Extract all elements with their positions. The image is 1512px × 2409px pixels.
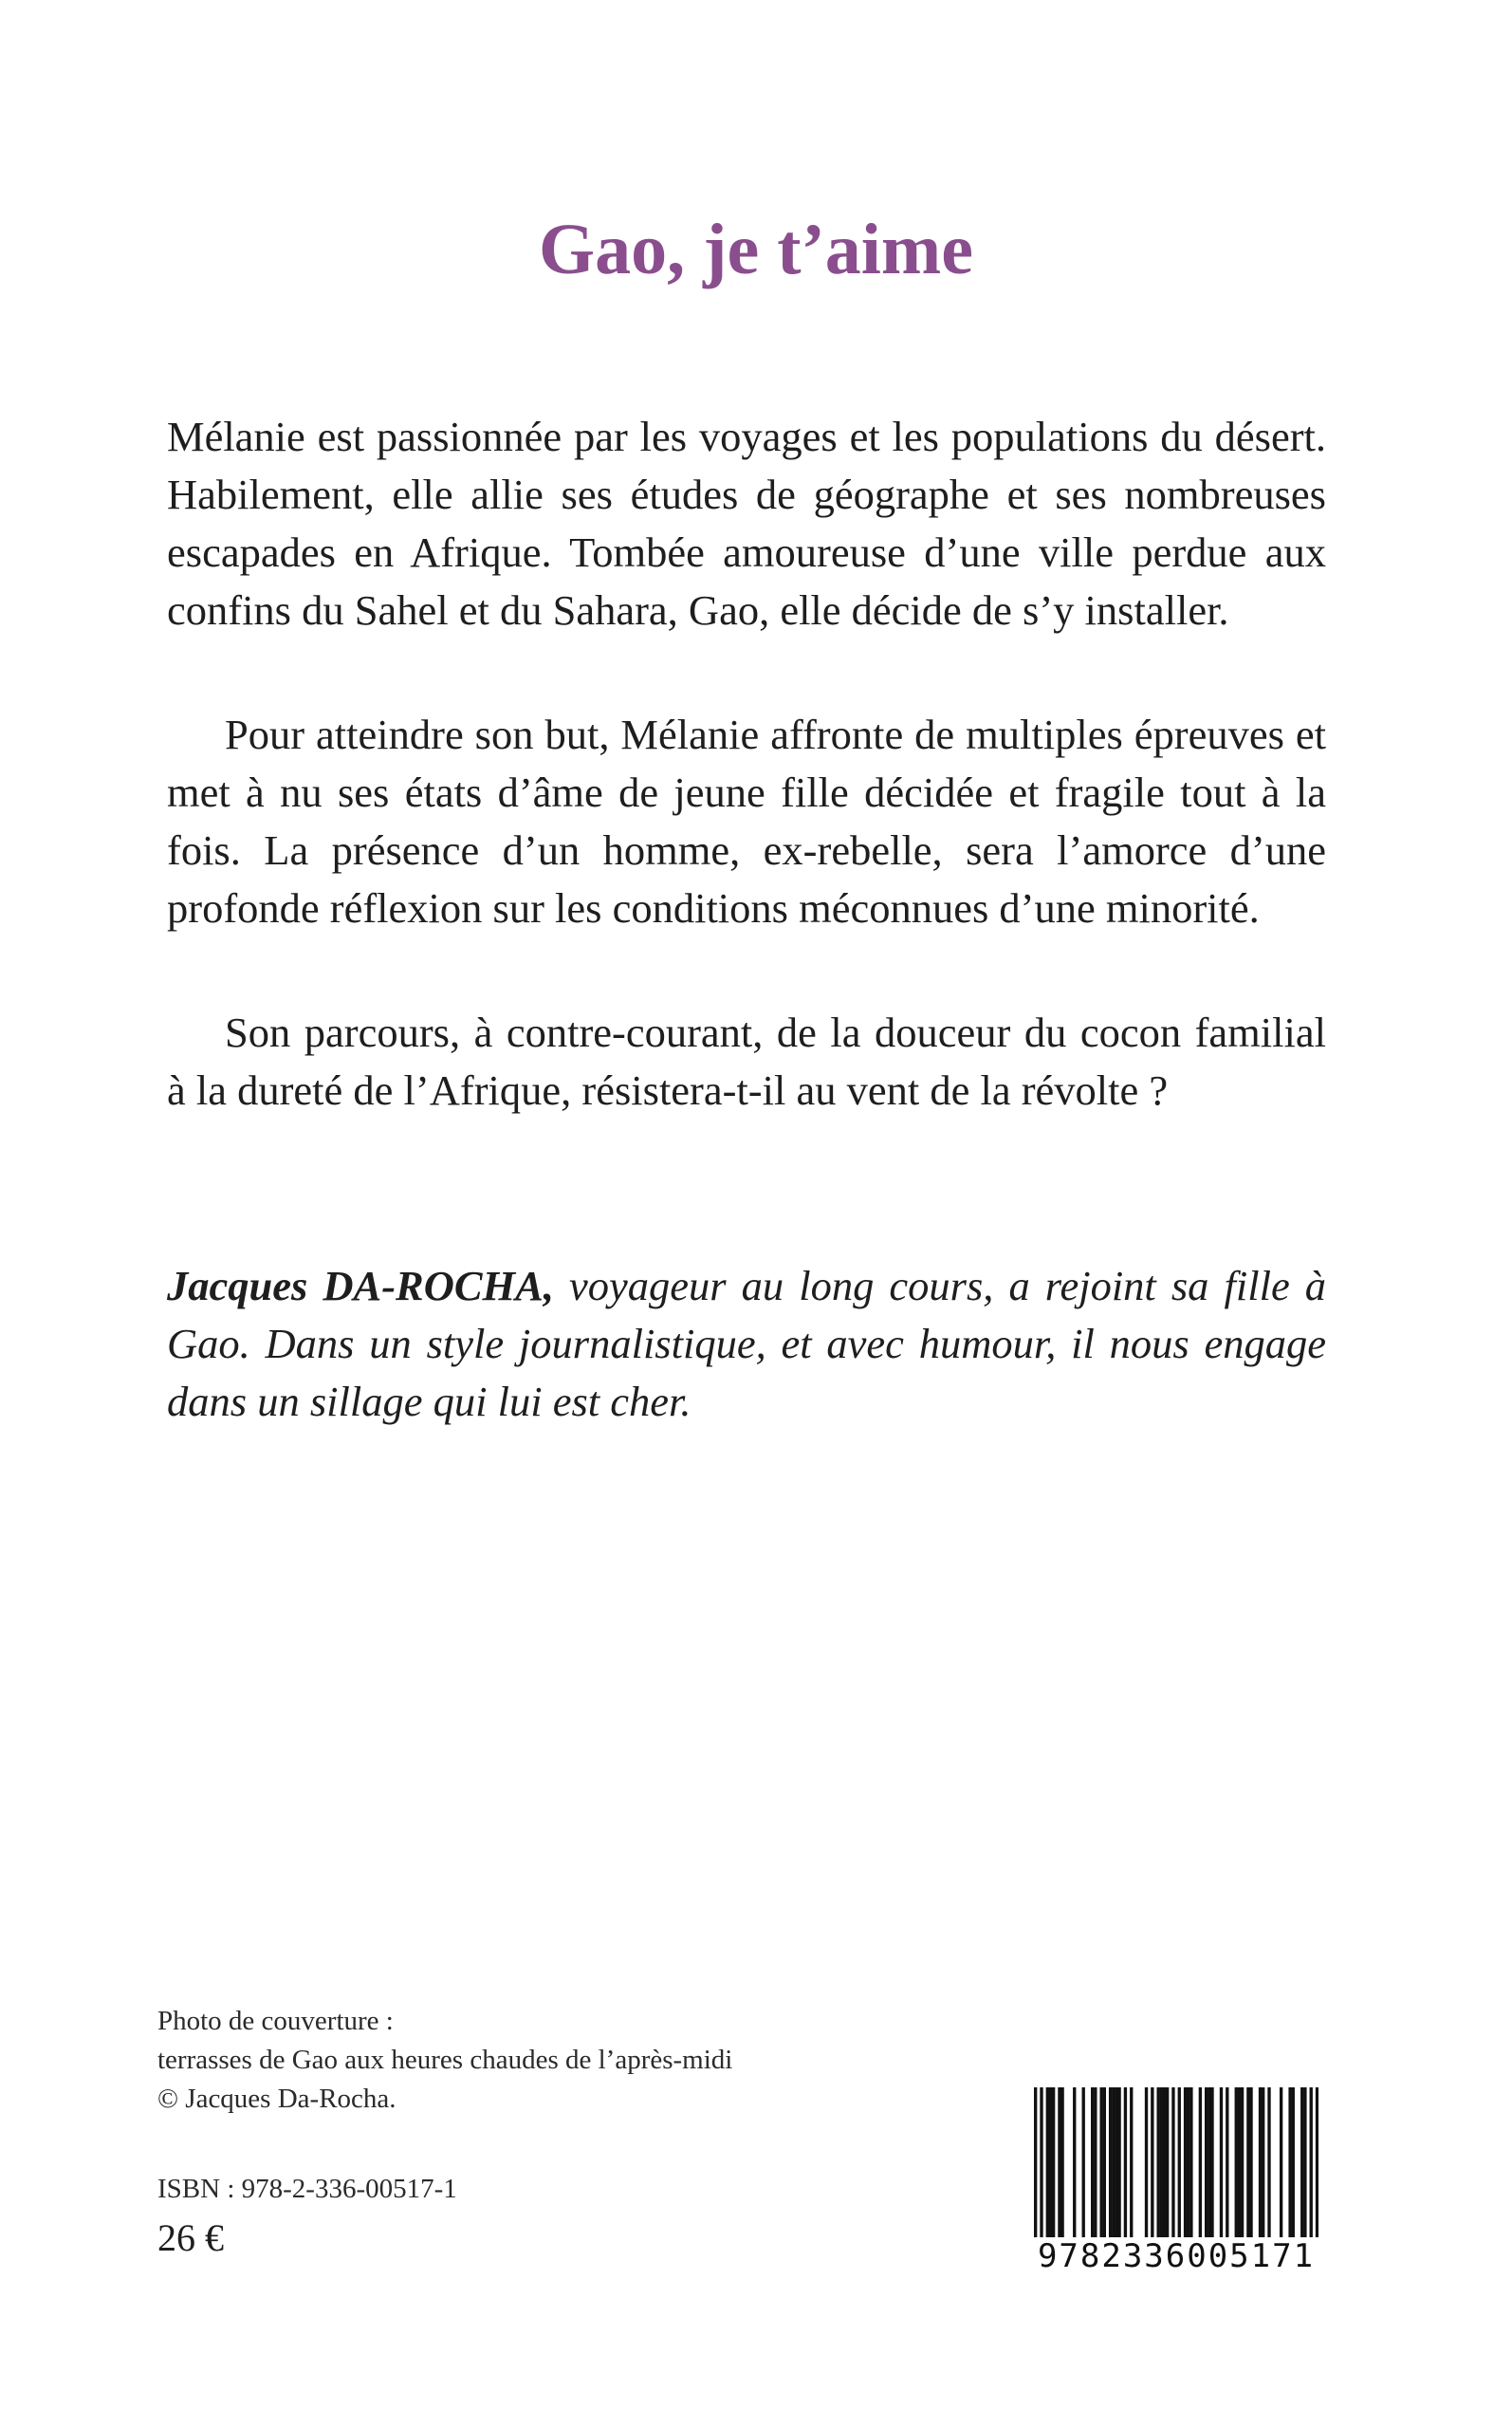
barcode-bar [1235, 2087, 1238, 2237]
barcode-bar [1130, 2087, 1133, 2237]
synopsis-paragraph-2: Pour atteindre son but, Mélanie affronte de multiples épreuves et met à nu ses états d’âme de jeune fille décidée et fragile tout à la fois. La présence d’un homme, ex-rebelle, sera l’amorce d’une profonde réflexion sur les conditions méconnues d’une minorité. [167, 711, 1326, 932]
barcode-bar [1156, 2087, 1159, 2237]
barcode-bar [1145, 2087, 1148, 2237]
barcode [1034, 2087, 1318, 2282]
barcode-bar [1115, 2087, 1117, 2237]
barcode-bar [1189, 2087, 1192, 2237]
barcode-bar [1034, 2087, 1037, 2237]
barcode-bar [1052, 2087, 1055, 2237]
barcode-digits: 9782336005171 [1037, 2237, 1316, 2275]
book-title: Gao, je t’aime [539, 210, 973, 289]
barcode-bar [1160, 2087, 1163, 2237]
barcode-bar [1124, 2087, 1127, 2237]
barcode-bar [1109, 2087, 1112, 2237]
barcode-bar [1117, 2087, 1120, 2237]
barcode-bar [1249, 2087, 1252, 2237]
barcode-bar [1073, 2087, 1076, 2237]
barcode-bar [1220, 2087, 1223, 2237]
barcode-bar [1199, 2087, 1202, 2237]
credits-line-1: Photo de couverture : [157, 2006, 394, 2036]
barcode-bar [1103, 2087, 1106, 2237]
barcode-bar [1208, 2087, 1210, 2237]
barcode-bar [1058, 2087, 1060, 2237]
barcode-bar [1238, 2087, 1241, 2237]
price: 26 € [157, 2216, 224, 2259]
barcode-bar [1163, 2087, 1166, 2237]
barcode-bar [1292, 2087, 1295, 2237]
barcode-bar [1246, 2087, 1249, 2237]
barcode-bar [1099, 2087, 1102, 2237]
barcode-bar [1046, 2087, 1049, 2237]
isbn: ISBN : 978-2-336-00517-1 [157, 2174, 457, 2204]
barcode-bar [1178, 2087, 1181, 2237]
credits-line-2: terrasses de Gao aux heures chaudes de l’après-midi [157, 2045, 733, 2075]
barcode-bar [1040, 2087, 1042, 2237]
author-bio-text: voyageur au long cours, a rejoint sa fille à Gao. Dans un style journalistique, et avec humour, il nous engage dans un sillage qui lui est cher. [167, 1262, 1327, 1425]
barcode-icon [1034, 2087, 1318, 2239]
barcode-bar [1310, 2087, 1313, 2237]
barcode-bar [1166, 2087, 1169, 2237]
barcode-bar [1288, 2087, 1291, 2237]
author-name: Jacques DA-ROCHA, [167, 1262, 554, 1309]
barcode-bar [1316, 2087, 1318, 2237]
credits-line-3: © Jacques Da-Rocha. [157, 2084, 396, 2114]
barcode-bar [1226, 2087, 1228, 2237]
barcode-bar [1184, 2087, 1187, 2237]
barcode-bar [1187, 2087, 1189, 2237]
synopsis [167, 408, 1326, 1186]
barcode-bar [1267, 2087, 1270, 2237]
photo-credits [157, 2002, 732, 2119]
barcode-bar [1091, 2087, 1094, 2237]
barcode-bar [1205, 2087, 1208, 2237]
barcode-bar [1049, 2087, 1052, 2237]
barcode-bar [1259, 2087, 1262, 2237]
barcode-bar [1094, 2087, 1097, 2237]
barcode-bar [1060, 2087, 1063, 2237]
barcode-bar [1300, 2087, 1303, 2237]
barcode-bar [1171, 2087, 1174, 2237]
author-bio [167, 1257, 1326, 1431]
barcode-bar [1082, 2087, 1085, 2237]
barcode-bar [1112, 2087, 1115, 2237]
barcode-bar [1151, 2087, 1153, 2237]
barcode-bar [1210, 2087, 1213, 2237]
synopsis-paragraph-1: Mélanie est passionnée par les voyages et les populations du désert. Habilement, elle allie ses études de géographe et ses nombreuses escapades en Afrique. Tombée amoureuse d’une ville perdue aux confins du Sahel et du Sahara, Gao, elle décide de s’y installer. [167, 413, 1326, 634]
barcode-bar [1303, 2087, 1306, 2237]
synopsis-paragraph-3: Son parcours, à contre-courant, de la douceur du cocon familial à la dureté de l’Afrique, résistera-t-il au vent de la révolte ? [167, 1009, 1326, 1114]
barcode-bar [1280, 2087, 1282, 2237]
barcode-bar [1262, 2087, 1264, 2237]
barcode-bar [1241, 2087, 1244, 2237]
